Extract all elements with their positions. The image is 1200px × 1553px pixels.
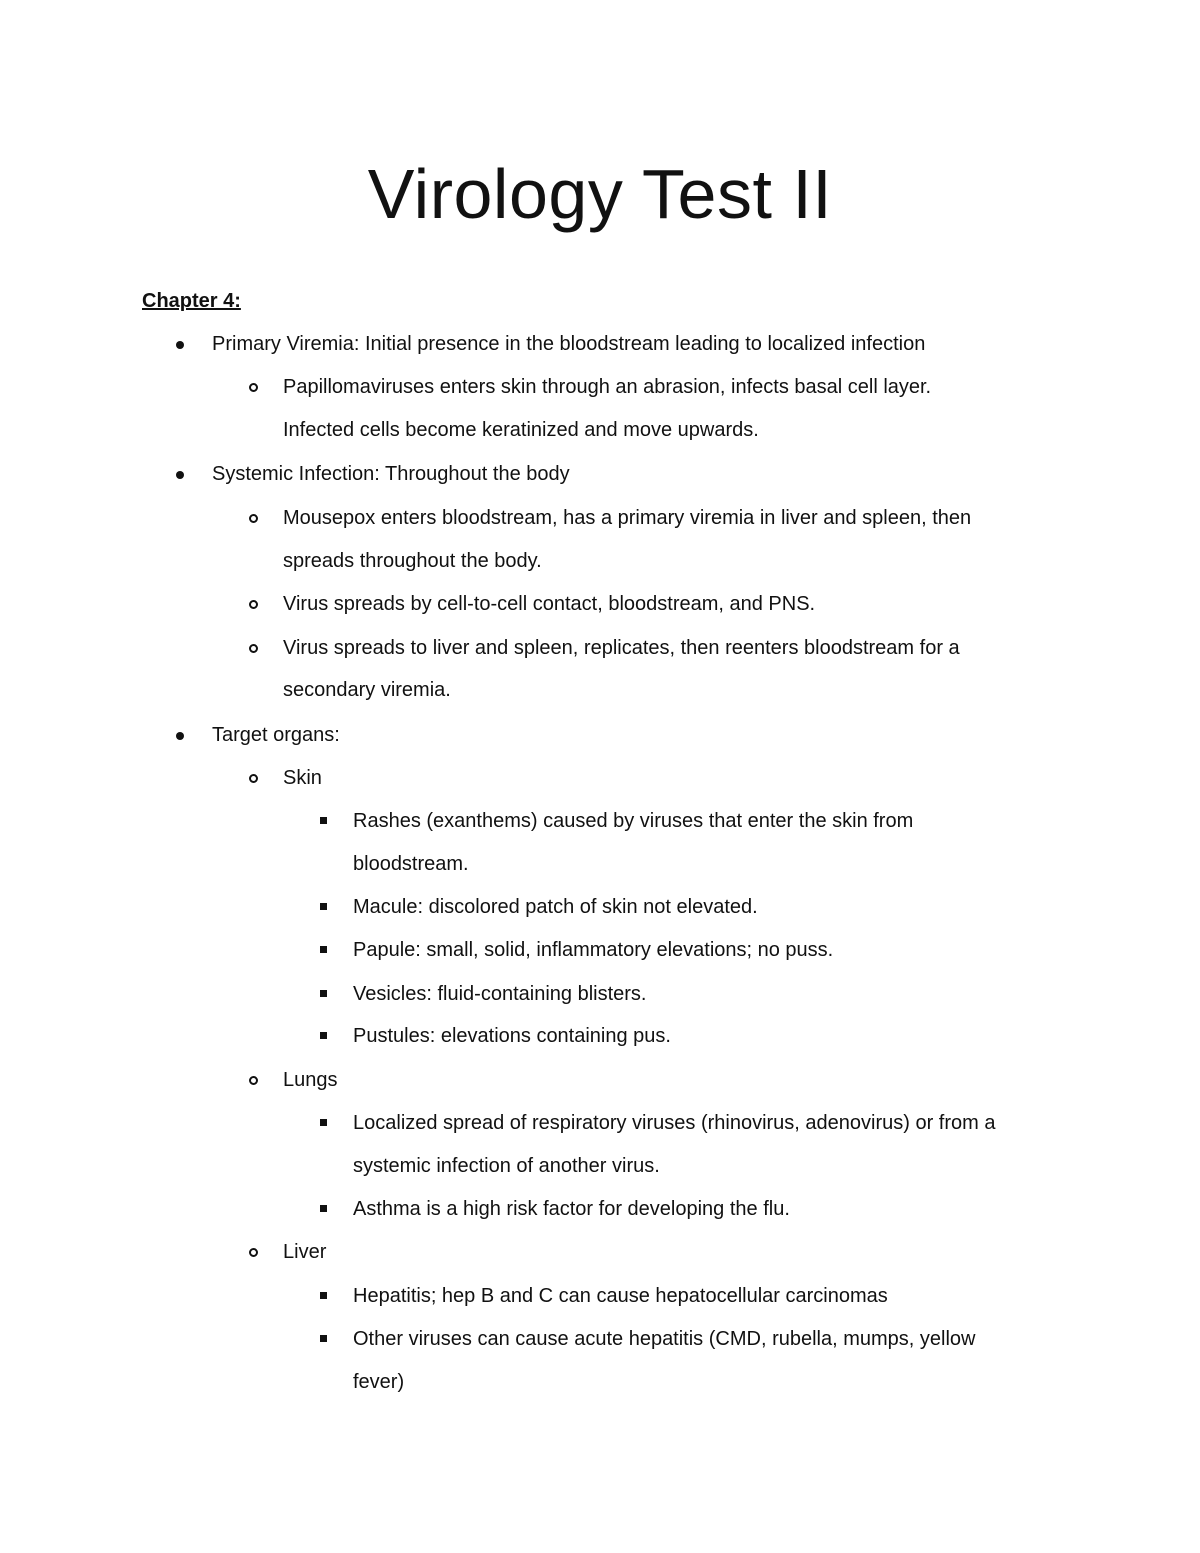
- list-item-continuation: bloodstream.: [353, 853, 469, 875]
- list-item-level-3: Vesicles: fluid-containing blisters.: [353, 983, 647, 1005]
- list-item-level-2: Virus spreads to liver and spleen, replicates, then reenters bloodstream for a: [283, 637, 960, 659]
- list-item-continuation: fever): [353, 1371, 405, 1393]
- list-item-level-1: Primary Viremia: Initial presence in the bloodstream leading to localized infection: [212, 333, 926, 355]
- chapter-heading: Chapter 4:: [142, 290, 241, 312]
- bullet-circle-icon: [249, 1076, 258, 1085]
- bullet-circle-icon: [249, 1248, 258, 1257]
- bullet-square-icon: [320, 817, 327, 824]
- list-item-level-2: Mousepox enters bloodstream, has a primary viremia in liver and spleen, then: [283, 507, 972, 529]
- list-item-continuation: Infected cells become keratinized and move upwards.: [283, 419, 759, 441]
- list-item-level-3: Papule: small, solid, inflammatory elevations; no puss.: [353, 939, 834, 961]
- bullet-circle-icon: [249, 644, 258, 653]
- bullet-square-icon: [320, 903, 327, 910]
- bullet-square-icon: [320, 1335, 327, 1342]
- list-item-level-3: Hepatitis; hep B and C can cause hepatocellular carcinomas: [353, 1285, 888, 1307]
- bullet-circle-icon: [249, 383, 258, 392]
- bullet-square-icon: [320, 1292, 327, 1299]
- list-item-level-3: Asthma is a high risk factor for developing the flu.: [353, 1198, 790, 1220]
- list-item-level-2: Virus spreads by cell-to-cell contact, bloodstream, and PNS.: [283, 593, 816, 615]
- bullet-square-icon: [320, 990, 327, 997]
- list-item-continuation: secondary viremia.: [283, 679, 451, 701]
- list-item-level-2: Papillomaviruses enters skin through an abrasion, infects basal cell layer.: [283, 376, 932, 398]
- bullet-circle-icon: [249, 600, 258, 609]
- bullet-square-icon: [320, 1032, 327, 1039]
- bullet-square-icon: [320, 1205, 327, 1212]
- bullet-circle-icon: [249, 514, 258, 523]
- list-item-level-3: Rashes (exanthems) caused by viruses that enter the skin from: [353, 810, 914, 832]
- list-item-level-3: Localized spread of respiratory viruses (rhinovirus, adenovirus) or from a: [353, 1112, 996, 1134]
- list-item-continuation: spreads throughout the body.: [283, 550, 542, 572]
- document-title: Virology Test II: [367, 155, 833, 233]
- list-item-level-2: Skin: [283, 767, 322, 789]
- bullet-disc-icon: [176, 341, 184, 349]
- list-item-level-3: Macule: discolored patch of skin not elevated.: [353, 896, 758, 918]
- list-item-level-3: Other viruses can cause acute hepatitis (CMD, rubella, mumps, yellow: [353, 1328, 976, 1350]
- bullet-disc-icon: [176, 471, 184, 479]
- bullet-square-icon: [320, 946, 327, 953]
- bullet-disc-icon: [176, 732, 184, 740]
- list-item-continuation: systemic infection of another virus.: [353, 1155, 660, 1177]
- bullet-circle-icon: [249, 774, 258, 783]
- list-item-level-2: Liver: [283, 1241, 327, 1263]
- list-item-level-1: Systemic Infection: Throughout the body: [212, 463, 570, 485]
- list-item-level-1: Target organs:: [212, 724, 340, 746]
- list-item-level-2: Lungs: [283, 1069, 338, 1091]
- list-item-level-3: Pustules: elevations containing pus.: [353, 1025, 671, 1047]
- bullet-square-icon: [320, 1119, 327, 1126]
